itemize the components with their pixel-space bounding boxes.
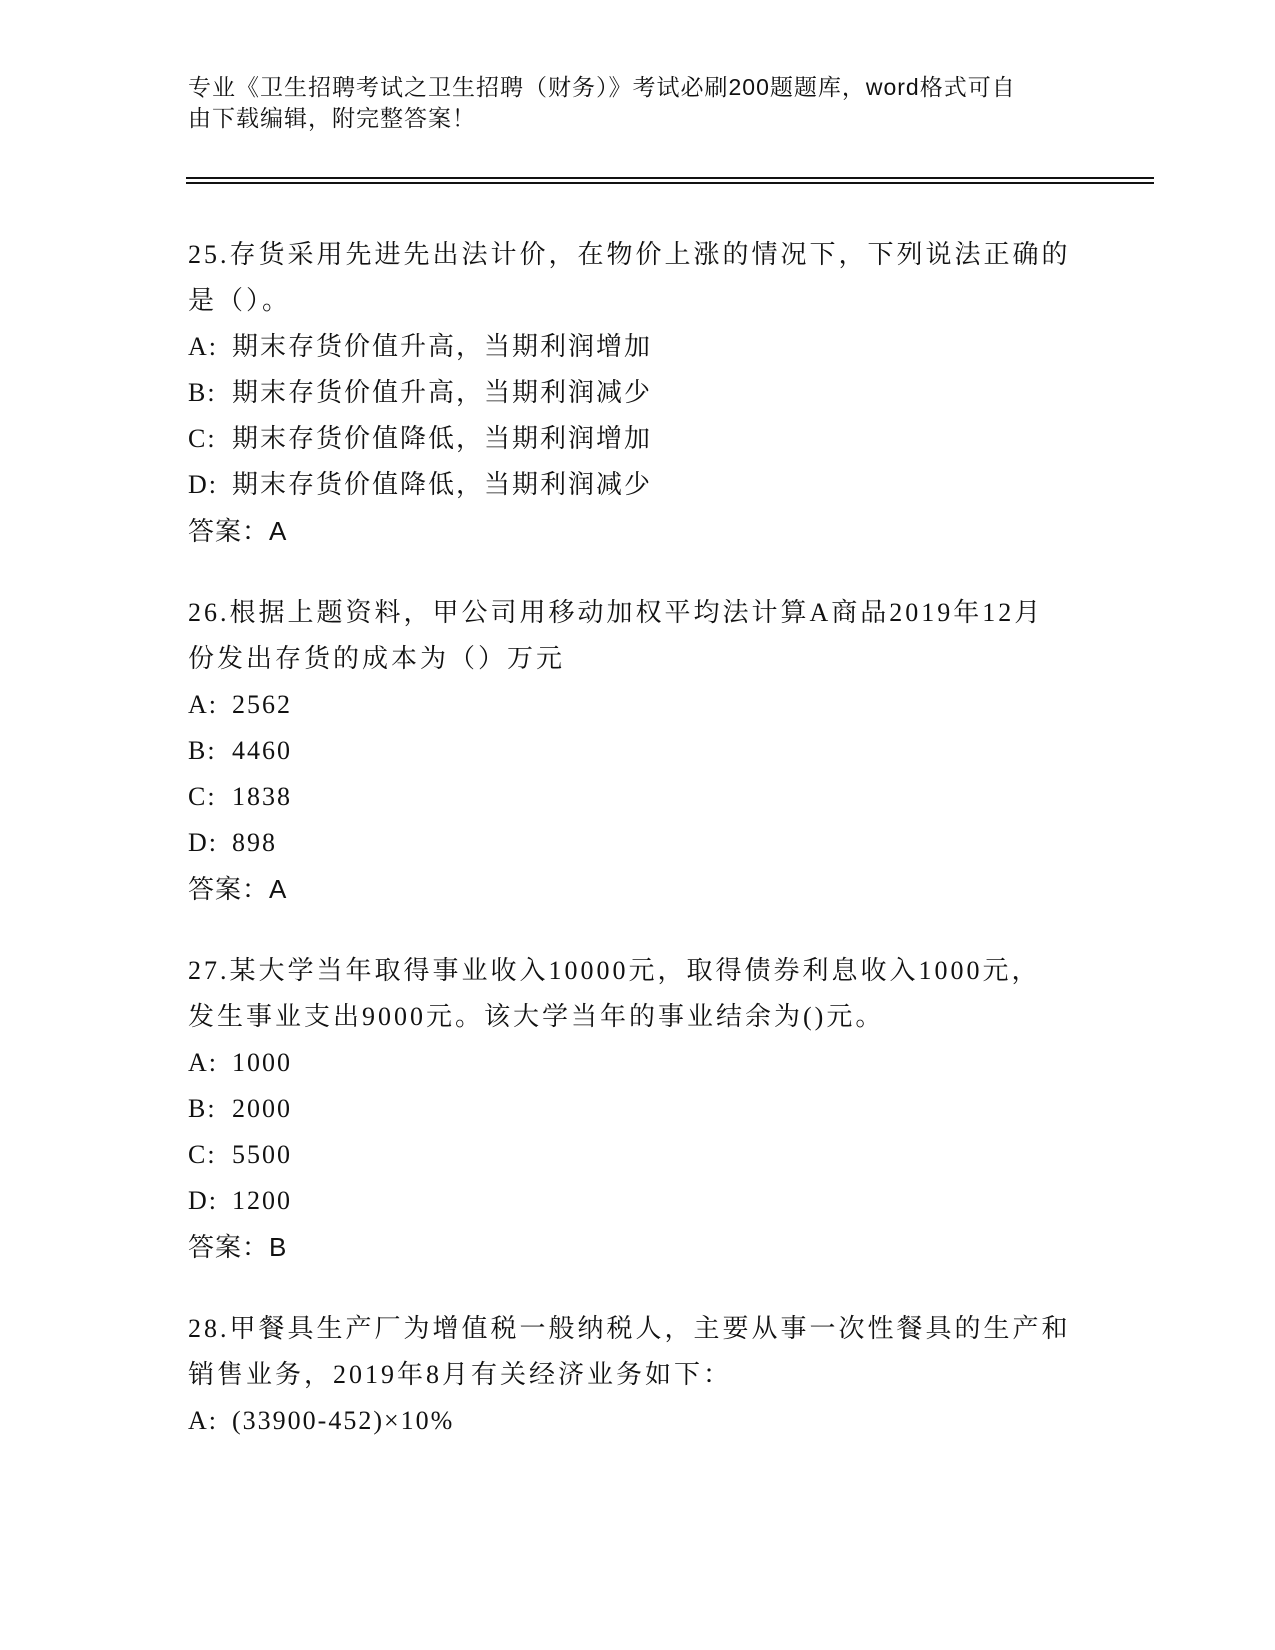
option-letter: C: <box>188 1140 217 1169</box>
header-title-line-2: 由下载编辑，附完整答案！ <box>188 105 476 131</box>
header-divider-top <box>186 177 1154 179</box>
option-text: 5500 <box>232 1140 292 1169</box>
option-a <box>188 324 1088 370</box>
option-c <box>188 416 1088 462</box>
option-a <box>188 1398 1088 1444</box>
option-letter: A: <box>188 1406 218 1435</box>
question-stem-line-2: 发生事业支出9000元。该大学当年的事业结余为()元。 <box>188 1002 885 1031</box>
answer-line: 答案：B <box>188 1232 288 1262</box>
option-letter: B: <box>188 736 217 765</box>
option-text: 期末存货价值升高，当期利润增加 <box>232 332 653 361</box>
option-c <box>188 1132 1088 1178</box>
document-header <box>188 72 1068 134</box>
option-text: (33900-452)×10% <box>232 1406 455 1435</box>
option-text: 4460 <box>232 736 292 765</box>
option-text: 898 <box>232 828 277 857</box>
question-26 <box>188 590 1088 912</box>
option-letter: A: <box>188 1048 218 1077</box>
option-b <box>188 728 1088 774</box>
question-stem-line-1: 26.根据上题资料，甲公司用移动加权平均法计算A商品2019年12月 <box>188 598 1044 627</box>
option-d <box>188 462 1088 508</box>
question-stem-line-1: 27.某大学当年取得事业收入10000元，取得债券利息收入1000元， <box>188 956 1041 985</box>
answer-line: 答案：A <box>188 516 288 546</box>
option-text: 1200 <box>232 1186 292 1215</box>
option-letter: B: <box>188 378 217 407</box>
option-letter: D: <box>188 470 218 499</box>
option-letter: A: <box>188 332 218 361</box>
option-text: 期末存货价值降低，当期利润减少 <box>232 470 653 499</box>
question-stem-line-2: 份发出存货的成本为（）万元 <box>188 644 566 673</box>
question-stem <box>188 232 1088 324</box>
question-28 <box>188 1306 1088 1444</box>
option-d <box>188 820 1088 866</box>
option-c <box>188 774 1088 820</box>
option-text: 2562 <box>232 690 292 719</box>
option-text: 2000 <box>232 1094 292 1123</box>
option-letter: C: <box>188 782 217 811</box>
question-stem-line-1: 25.存货采用先进先出法计价，在物价上涨的情况下，下列说法正确的 <box>188 240 1071 269</box>
question-27 <box>188 948 1088 1270</box>
option-b <box>188 1086 1088 1132</box>
option-letter: D: <box>188 828 218 857</box>
question-stem <box>188 590 1088 682</box>
option-letter: B: <box>188 1094 217 1123</box>
option-d <box>188 1178 1088 1224</box>
option-text: 期末存货价值升高，当期利润减少 <box>232 378 653 407</box>
header-title-line-1: 专业《卫生招聘考试之卫生招聘（财务）》考试必刷200题题库，word格式可自 <box>188 74 1016 100</box>
question-stem-line-2: 是（）。 <box>188 286 292 315</box>
header-divider-bottom <box>186 182 1154 184</box>
option-letter: A: <box>188 690 218 719</box>
question-stem <box>188 948 1088 1040</box>
option-a <box>188 1040 1088 1086</box>
option-letter: D: <box>188 1186 218 1215</box>
question-stem-line-2: 销售业务，2019年8月有关经济业务如下： <box>188 1360 733 1389</box>
question-stem <box>188 1306 1088 1398</box>
option-b <box>188 370 1088 416</box>
question-stem-line-1: 28.甲餐具生产厂为增值税一般纳税人，主要从事一次性餐具的生产和 <box>188 1314 1071 1343</box>
option-text: 期末存货价值降低，当期利润增加 <box>232 424 653 453</box>
option-letter: C: <box>188 424 217 453</box>
answer-line: 答案：A <box>188 874 288 904</box>
option-a <box>188 682 1088 728</box>
question-25 <box>188 232 1088 554</box>
option-text: 1838 <box>232 782 292 811</box>
option-text: 1000 <box>232 1048 292 1077</box>
